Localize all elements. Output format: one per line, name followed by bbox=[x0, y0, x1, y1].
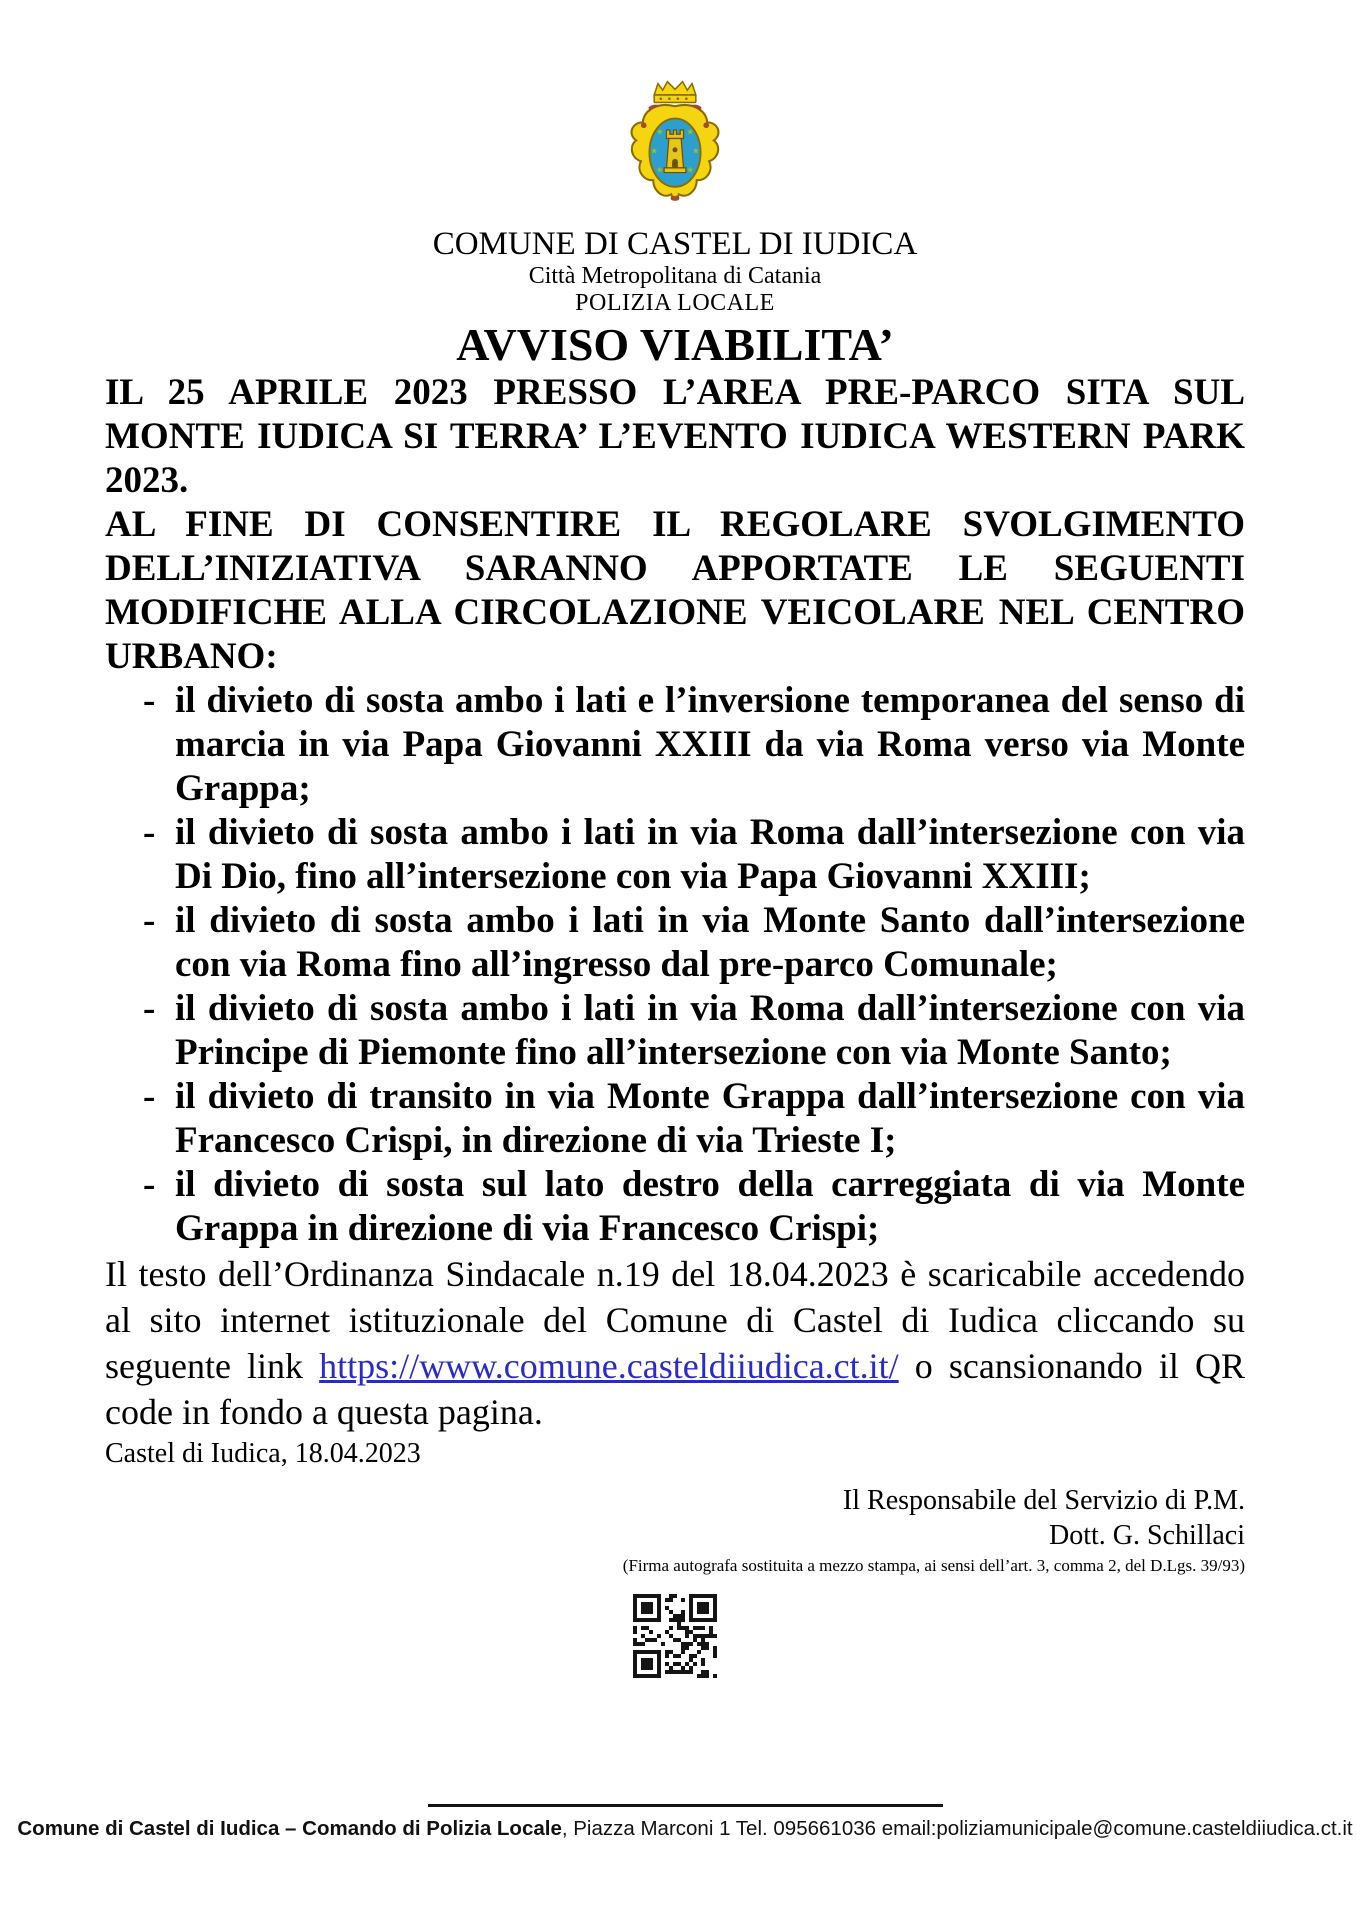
intro-paragraph: IL 25 APRILE 2023 PRESSO L’AREA PRE-PARCO SITA SUL MONTE IUDICA SI TERRA’ L’EVENTO IUDICA WESTERN PARK 2023. bbox=[105, 372, 1245, 501]
municipality-name: COMUNE DI CASTEL DI IUDICA bbox=[432, 226, 918, 262]
svg-text:★: ★ bbox=[656, 127, 664, 138]
svg-text:★: ★ bbox=[650, 146, 658, 157]
traffic-measure-item: - il divieto di sosta ambo i lati in via Roma dall’intersezione con via Di Dio, fino all’intersezione con via Papa Giovanni XXIII; bbox=[105, 811, 1245, 899]
svg-text:★: ★ bbox=[686, 165, 694, 176]
svg-text:★: ★ bbox=[656, 165, 664, 176]
qr-code bbox=[633, 1594, 717, 1678]
notice-title: AVVISO VIABILITA’ bbox=[456, 319, 894, 370]
traffic-measure-item: - il divieto di sosta ambo i lati e l’inversione temporanea del senso di marcia in via Papa Giovanni XXIII da via Roma verso via Monte Grappa; bbox=[105, 679, 1245, 811]
traffic-measure-item: - il divieto di sosta ambo i lati in via Roma dall’intersezione con via Principe di Piemonte fino all’intersezione con via Monte Santo; bbox=[105, 987, 1245, 1075]
signature-block bbox=[105, 1483, 1245, 1553]
page-footer bbox=[0, 1804, 1370, 1841]
footer-divider bbox=[428, 1804, 943, 1807]
traffic-measure-item: - il divieto di sosta ambo i lati in via Monte Santo dall’intersezione con via Roma fino all’ingresso dal pre-parco Comunale; bbox=[105, 899, 1245, 987]
traffic-measures-list bbox=[105, 679, 1245, 1251]
signature-role: Il Responsabile del Servizio di P.M. bbox=[842, 1485, 1245, 1516]
svg-text:★: ★ bbox=[686, 127, 694, 138]
signature-name: Dott. G. Schillaci bbox=[1049, 1520, 1245, 1551]
signature-disclaimer: (Firma autografa sostituita a mezzo stampa, ai sensi dell’art. 3, comma 2, del D.Lgs. 39/93) bbox=[622, 1556, 1245, 1575]
ordinance-link[interactable]: https://www.comune.casteldiiudica.ct.it/ bbox=[319, 1346, 899, 1386]
footer-office: Comune di Castel di Iudica – Comando di Polizia Locale bbox=[17, 1817, 562, 1840]
closing-paragraph bbox=[105, 1251, 1245, 1435]
closing-text-before-link: Il testo dell’Ordinanza Sindacale n.19 del 18.04.2023 è scaricabile accedendo al sito internet istituzionale del Comune di Castel di Iudica cliccando su seguente link bbox=[105, 1254, 1245, 1386]
traffic-measure-item: - il divieto di transito in via Monte Grappa dall’intersezione con via Francesco Crispi, in direzione di via Trieste I; bbox=[105, 1075, 1245, 1163]
coat-of-arms-icon bbox=[616, 76, 734, 218]
document-content bbox=[105, 0, 1245, 1684]
footer-contact: , Piazza Marconi 1 Tel. 095661036 email:poliziamunicipale@comune.casteldiiudica.ct.it bbox=[561, 1817, 1353, 1840]
closing-text-after-link: o scansionando il QR code in fondo a questa pagina. bbox=[105, 1346, 1245, 1432]
traffic-measure-item: - il divieto di sosta sul lato destro della carreggiata di via Monte Grappa in direzione di via Francesco Crispi; bbox=[105, 1163, 1245, 1251]
svg-text:★: ★ bbox=[692, 146, 700, 157]
measures-intro-paragraph: AL FINE DI CONSENTIRE IL REGOLARE SVOLGIMENTO DELL’INIZIATIVA SARANNO APPORTATE LE SEGUENTI MODIFICHE ALLA CIRCOLAZIONE VEICOLARE NEL CENTRO URBANO: bbox=[105, 504, 1245, 677]
crest-container bbox=[105, 0, 1245, 223]
qr-code-container bbox=[105, 1594, 1245, 1684]
metropolitan-city-subtitle: Città Metropolitana di Catania bbox=[528, 263, 822, 289]
document-header bbox=[105, 0, 1245, 317]
department-name: POLIZIA LOCALE bbox=[575, 290, 775, 316]
dateline: Castel di Iudica, 18.04.2023 bbox=[105, 1438, 421, 1469]
